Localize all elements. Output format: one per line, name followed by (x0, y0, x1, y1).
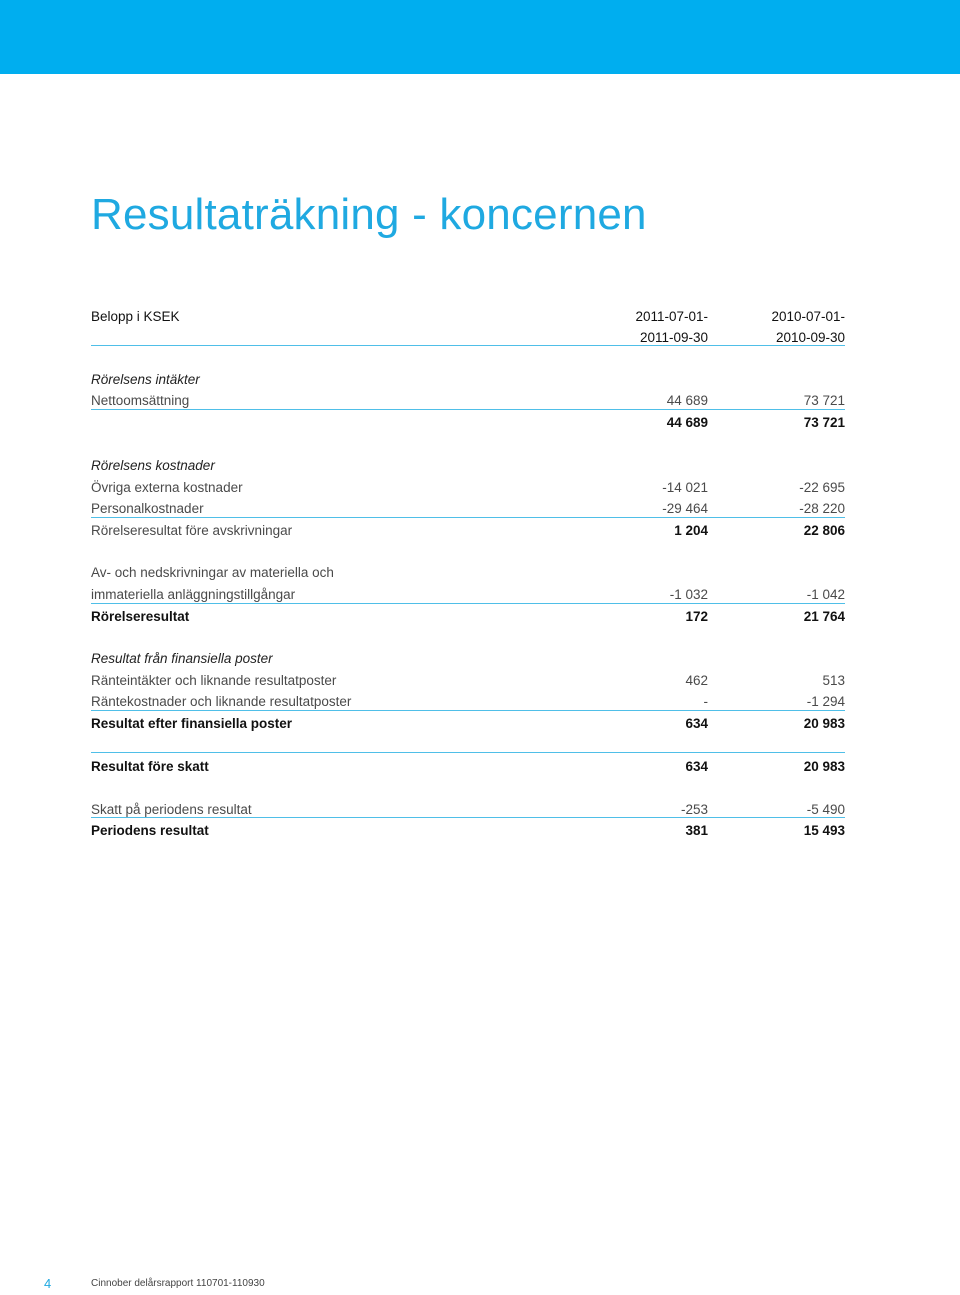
section-heading: Rörelsens kostnader (91, 458, 215, 473)
subtotal-row: 44 689 73 721 (666, 415, 845, 430)
amount-unit-label: Belopp i KSEK (91, 309, 180, 324)
table-row: Skatt på periodens resultat -253 -5 490 (91, 802, 845, 817)
header-rule (91, 345, 845, 346)
section-heading: Rörelsens intäkter (91, 372, 200, 387)
top-color-band (0, 0, 960, 74)
subtotal-row: Resultat efter finansiella poster 634 20 983 (91, 716, 845, 731)
table-row: Personalkostnader -29 464 -28 220 (91, 501, 845, 516)
col2-period-start: 2010-07-01- (771, 309, 845, 324)
col1-period-start: 2011-07-01- (635, 309, 708, 324)
row-rule (91, 817, 845, 818)
table-header (91, 306, 845, 327)
table-row: Övriga externa kostnader -14 021 -22 695 (91, 480, 845, 495)
row-rule (91, 603, 845, 604)
total-row: Periodens resultat 381 15 493 (91, 823, 845, 838)
page-title: Resultaträkning - koncernen (91, 190, 647, 239)
col2-period-end: 2010-09-30 (775, 330, 845, 345)
section-heading: Resultat från finansiella poster (91, 651, 273, 666)
subtotal-row: Rörelseresultat 172 21 764 (91, 609, 845, 624)
col1-period-end: 2011-09-30 (639, 330, 708, 345)
row-rule (91, 517, 845, 518)
page-number: 4 (44, 1276, 52, 1291)
table-row: Ränteintäkter och liknande resultatposter 462 513 (91, 673, 845, 688)
footer-report-name: Cinnober delårsrapport 110701-110930 (91, 1278, 265, 1289)
table-row: Rörelseresultat före avskrivningar 1 204 22 806 (91, 523, 845, 538)
row-rule (91, 710, 845, 711)
table-row: Nettoomsättning 44 689 73 721 (91, 393, 845, 408)
row-rule (91, 409, 845, 410)
table-row: Av- och nedskrivningar av materiella och (91, 565, 334, 580)
table-row: immateriella anläggningstillgångar -1 032 -1 042 (91, 587, 845, 602)
subtotal-row: Resultat före skatt 634 20 983 (91, 759, 845, 774)
table-row: Räntekostnader och liknande resultatposter - -1 294 (91, 694, 845, 709)
row-rule (91, 752, 845, 753)
